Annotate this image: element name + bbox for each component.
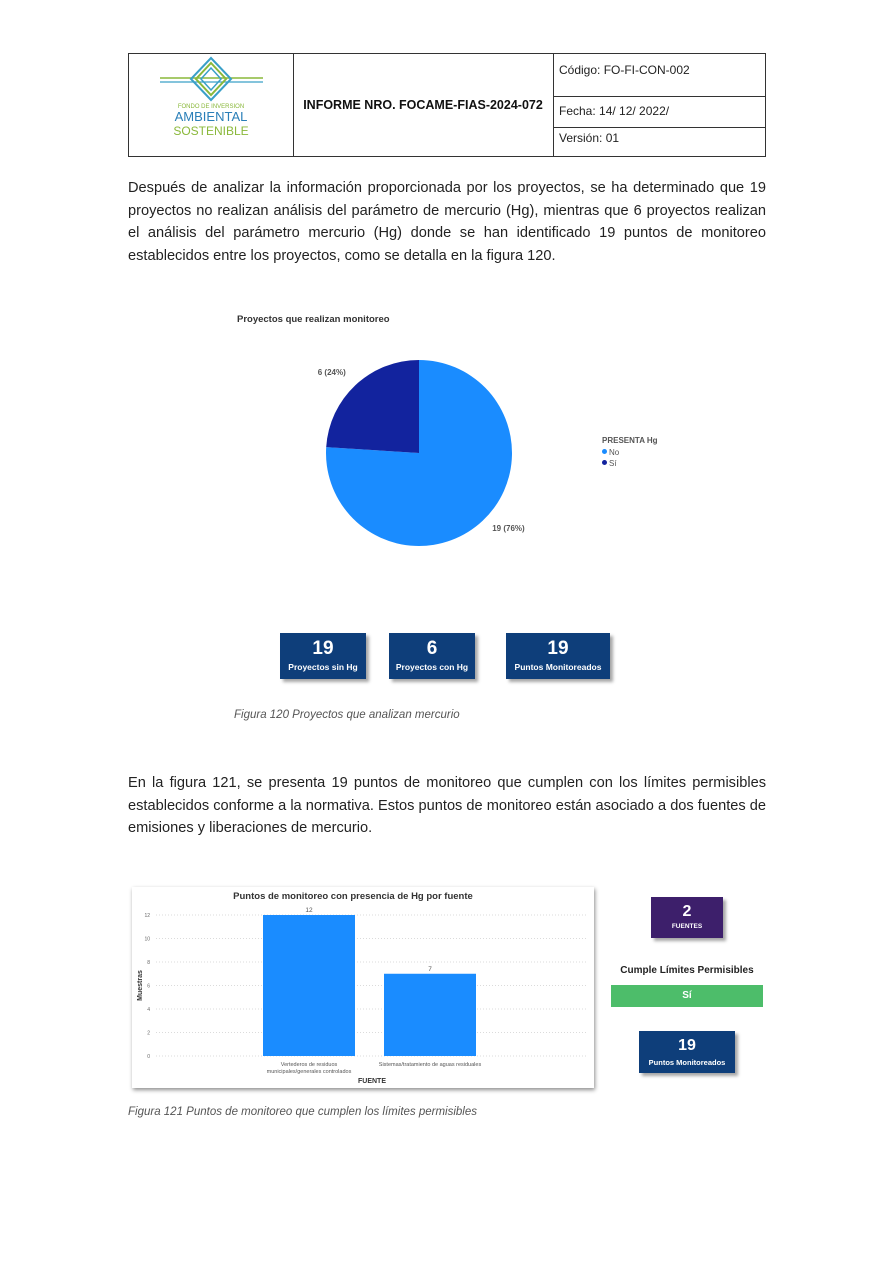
document-date: Fecha: 14/ 12/ 2022/	[554, 97, 765, 128]
kpi-fuentes	[651, 897, 723, 938]
logo-line1: FONDO DE INVERSION	[177, 104, 245, 110]
x-tick-label: Sistemas/tratamiento de aguas residuales	[378, 1062, 482, 1068]
kpi-puntos-monitoreados	[506, 633, 610, 679]
kpi-puntos-monitoreados-2	[639, 1031, 735, 1073]
figure-121-caption: Figura 121 Puntos de monitoreo que cumplen los límites permisibles	[128, 1106, 478, 1118]
bar-chart-panel	[132, 887, 594, 1088]
x-tick-label: Vertederos de residuos	[280, 1062, 338, 1068]
legend-label-no: No	[609, 448, 620, 457]
y-tick-label: 4	[147, 1007, 150, 1013]
kpi-label: Puntos Monitoreados	[648, 1058, 726, 1067]
y-tick-label: 8	[147, 960, 150, 966]
pie-data-label: 6 (24%)	[317, 368, 346, 378]
y-tick-label: 2	[147, 1030, 150, 1037]
fias-logo	[129, 54, 293, 156]
document-code: Código: FO-FI-CON-002	[554, 54, 765, 97]
y-tick-label: 6	[147, 983, 150, 990]
kpi-value: 2	[682, 903, 692, 920]
legend-dot-no	[602, 449, 607, 454]
bar-chart	[132, 887, 594, 1088]
report-title: INFORME NRO. FOCAME-FIAS-2024-072	[293, 54, 554, 156]
cumple-title: Cumple Límites Permisibles	[620, 965, 754, 976]
paragraph-2: En la figura 121, se presenta 19 puntos de monitoreo que cumplen con los límites permisibles establecidos conforme a la normativa. Estos puntos de monitoreo están asociado a dos fuentes de emisiones y liberaciones de mercurio.	[128, 775, 766, 836]
document-header	[128, 53, 766, 157]
y-axis-label: Muestras	[137, 970, 144, 1001]
x-axis-label: FUENTE	[358, 1078, 386, 1085]
kpi-value: 19	[547, 638, 569, 659]
kpi-label: Proyectos con Hg	[395, 662, 469, 672]
legend-label-si: Sí	[609, 459, 617, 468]
pie-chart	[300, 340, 560, 570]
kpi-value: 19	[312, 638, 334, 659]
logo-line2: AMBIENTAL	[174, 109, 248, 124]
bar	[263, 915, 355, 1056]
bar-data-label: 7	[428, 965, 432, 973]
bar-data-label: 12	[305, 907, 313, 914]
kpi-value: 19	[678, 1037, 696, 1054]
pie-data-label: 19 (76%)	[492, 523, 525, 533]
y-tick-label: 12	[144, 913, 150, 919]
kpi-label: Proyectos sin Hg	[288, 662, 358, 672]
x-tick-label: municipales/generales controlados	[266, 1069, 352, 1075]
logo-cell	[129, 54, 294, 156]
y-tick-label: 10	[144, 936, 150, 943]
kpi-value: 6	[426, 638, 438, 659]
kpi-proyectos-sin-hg	[280, 633, 366, 679]
kpi-proyectos-con-hg	[389, 633, 475, 679]
legend-dot-si	[602, 460, 607, 465]
document-version: Versión: 01	[559, 131, 620, 145]
pie-legend-item-si	[602, 459, 617, 468]
pie-legend-title: PRESENTA Hg	[602, 436, 658, 445]
paragraph-1: Después de analizar la información proporcionada por los proyectos, se ha determinado que 19 proyectos no realizan análisis del parámetro de mercurio (Hg), mientras que 6 proyectos realizan el análisis del parámetro mercurio (Hg) donde se han identificado 19 puntos de monitoreo establecidos entre los proyectos, como se detalla en la figura 120.	[128, 180, 766, 264]
figure-120-caption: Figura 120 Proyectos que analizan mercurio	[234, 709, 460, 721]
kpi-label: FUENTES	[671, 923, 703, 930]
pie-chart-title: Proyectos que realizan monitoreo	[237, 314, 390, 325]
kpi-label: Puntos Monitoreados	[514, 662, 602, 672]
y-tick-label: 0	[147, 1054, 150, 1060]
bar	[384, 974, 476, 1056]
pie-legend-item-no	[602, 448, 619, 457]
cumple-value-badge: Sí	[611, 985, 763, 1007]
document-meta	[554, 54, 765, 156]
bar-chart-title: Puntos de monitoreo con presencia de Hg por fuente	[233, 891, 473, 902]
logo-line3: SOSTENIBLE	[173, 124, 249, 138]
